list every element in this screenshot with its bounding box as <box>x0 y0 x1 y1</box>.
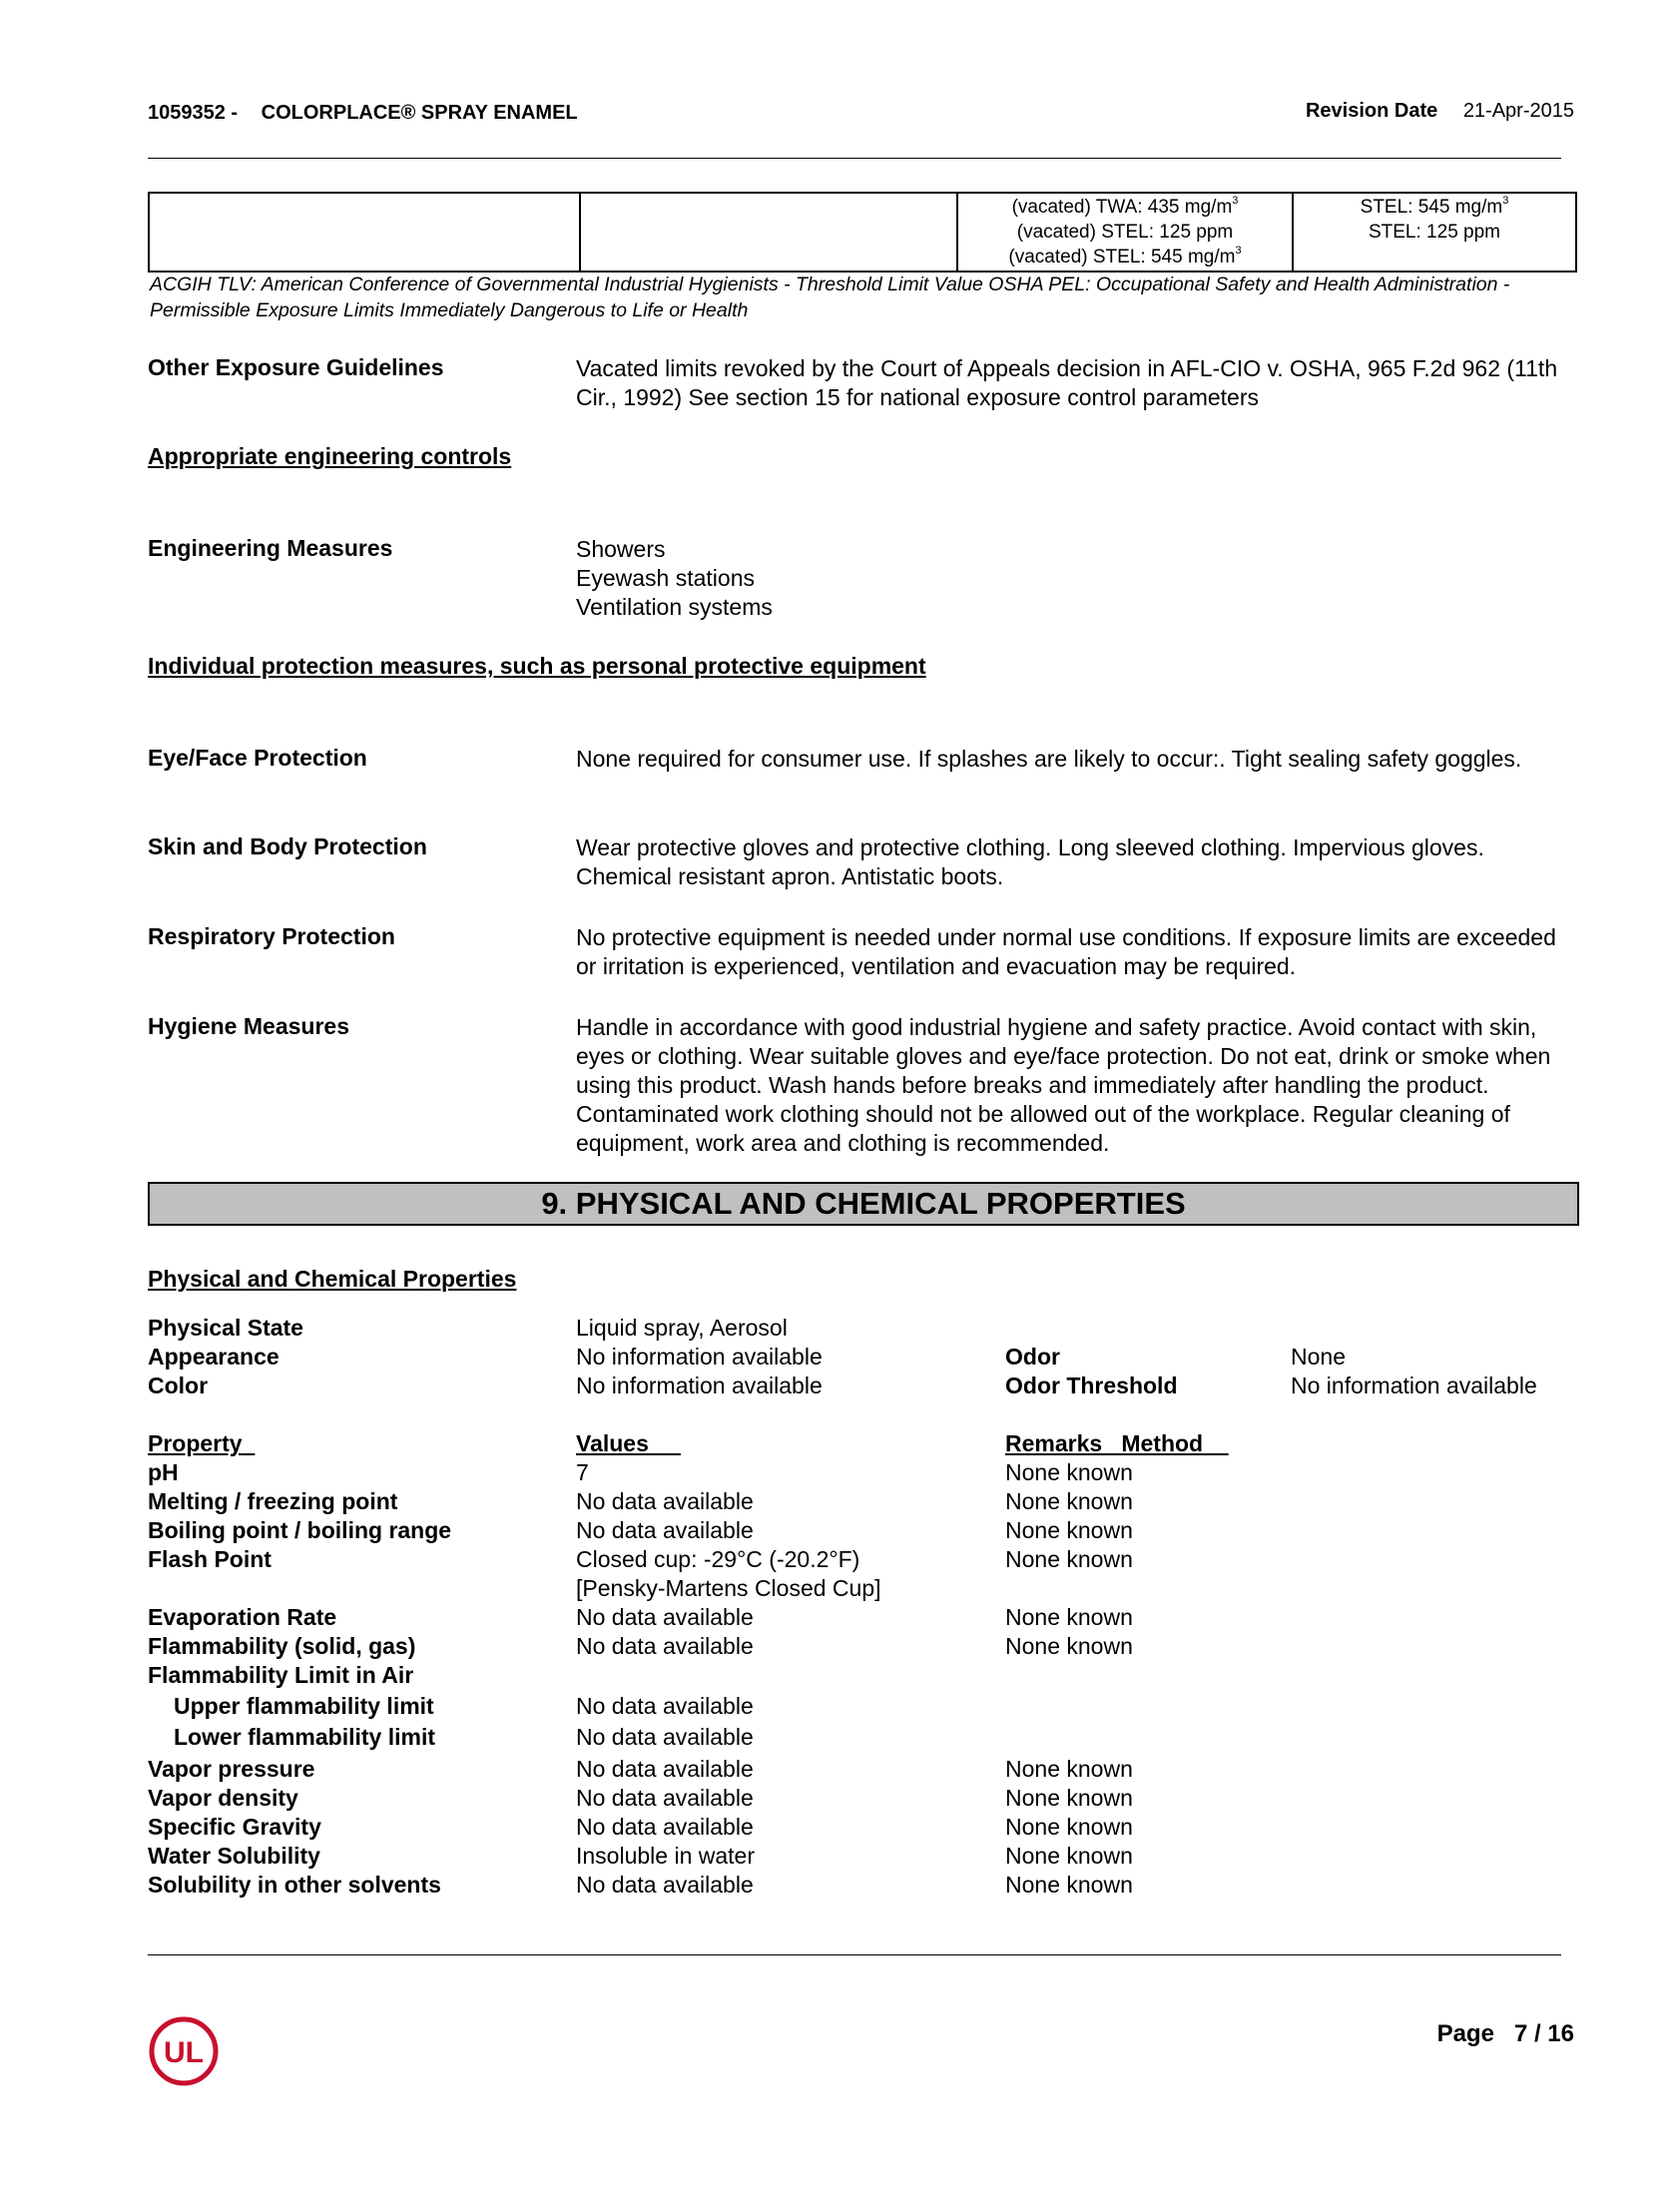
section-9-banner: 9. PHYSICAL AND CHEMICAL PROPERTIES <box>148 1182 1579 1226</box>
table-cell-stel-limits <box>1293 193 1576 272</box>
table-footnote: ACGIH TLV: American Conference of Governmental Industrial Hygienists - Threshold Limit Value OSHA PEL: Occupational Safety and Health Administration - Permissible Exposure Limits Immediately Dangerous to Life or Health <box>150 274 1510 321</box>
hygiene-measures-label: Hygiene Measures <box>148 1013 349 1039</box>
table-row <box>149 193 1576 272</box>
odor-label: Odor <box>1005 1344 1060 1370</box>
property-value: Closed cup: -29°C (-20.2°F) <box>576 1546 860 1572</box>
property-remark: None known <box>1005 1633 1133 1659</box>
physical-state-label: Physical State <box>148 1315 303 1341</box>
page-label: Page <box>1436 2020 1494 2047</box>
hygiene-measures-text: Handle in accordance with good industrial hygiene and safety practice. Avoid contact with skin, eyes or clothing. Wear suitable gloves and eye/face protection. Do not eat, drink or smoke when using this product. Wash hands before breaks and immediately after handling the product. Contaminated work clothing should not be allowed out of the workplace. Regular cleaning of equipment, work area and clothing is recommended. <box>576 1014 1551 1156</box>
property-column-header: Property <box>148 1430 243 1456</box>
property-remark: None known <box>1005 1488 1133 1514</box>
property-remark: None known <box>1005 1459 1133 1485</box>
respiratory-protection-text: No protective equipment is needed under normal use conditions. If exposure limits are exceeded or irritation is experienced, ventilation and evacuation may be required. <box>576 924 1556 979</box>
property-name: pH <box>148 1459 179 1485</box>
odor-threshold-label: Odor Threshold <box>1005 1372 1178 1398</box>
appearance-value: No information available <box>576 1344 823 1370</box>
table-line: (vacated) TWA: 435 $mg/m^3$ <box>1011 195 1239 218</box>
property-value: No data available <box>576 1488 754 1514</box>
property-value: No data available <box>576 1872 754 1898</box>
eye-protection-label: Eye/Face Protection <box>148 745 367 771</box>
document-header-product <box>148 102 578 125</box>
engineering-controls-heading: Appropriate engineering controls <box>148 443 512 469</box>
property-value: No data available <box>576 1517 754 1543</box>
property-name: Water Solubility <box>148 1843 320 1869</box>
table-cell-vacated-limits <box>957 193 1293 272</box>
property-value: No data available <box>576 1604 754 1630</box>
values-column-header: Values <box>576 1430 649 1456</box>
property-value: 7 <box>576 1459 589 1485</box>
property-value: No data available <box>576 1814 754 1840</box>
property-name: Specific Gravity <box>148 1814 321 1840</box>
svg-text:UL: UL <box>164 2036 204 2069</box>
property-remark: None known <box>1005 1785 1133 1811</box>
ul-logo-icon <box>148 2015 220 2087</box>
physical-properties-heading: Physical and Chemical Properties <box>148 1266 517 1292</box>
table-cell-empty-1 <box>149 193 580 272</box>
property-name: Solubility in other solvents <box>148 1872 441 1898</box>
color-label: Color <box>148 1372 209 1398</box>
property-name: Upper flammability limit <box>174 1693 434 1719</box>
property-value: No data available <box>576 1693 754 1719</box>
skin-protection-label: Skin and Body Protection <box>148 833 427 859</box>
property-remark: None known <box>1005 1756 1133 1782</box>
property-remark: None known <box>1005 1814 1133 1840</box>
table-cell-empty-2 <box>580 193 957 272</box>
color-value: No information available <box>576 1372 823 1398</box>
property-name: Lower flammability limit <box>174 1724 435 1750</box>
table-line: STEL: 545 $mg/m^3$ <box>1360 195 1509 218</box>
other-exposure-label: Other Exposure Guidelines <box>148 354 444 380</box>
list-item: Ventilation systems <box>576 594 773 620</box>
page-number <box>1437 2020 1574 2048</box>
exposure-limits-table <box>148 192 1577 273</box>
physical-state-value: Liquid spray, Aerosol <box>576 1315 788 1341</box>
property-name: Vapor density <box>148 1785 298 1811</box>
property-name: Flammability (solid, gas) <box>148 1633 416 1659</box>
other-exposure-text: Vacated limits revoked by the Court of Appeals decision in AFL-CIO v. OSHA, 965 F.2d 962 (11th Cir., 1992) See section 15 for national exposure control parameters <box>576 355 1558 410</box>
product-name: COLORPLACE® SPRAY ENAMEL <box>261 102 578 124</box>
ppe-heading: Individual protection measures, such as personal protective equipment <box>148 653 926 679</box>
odor-threshold-value: No information available <box>1291 1372 1537 1398</box>
property-name: Flash Point <box>148 1546 272 1572</box>
property-value: No data available <box>576 1785 754 1811</box>
appearance-label: Appearance <box>148 1344 280 1370</box>
table-line: STEL: 125 ppm <box>1368 222 1501 243</box>
skin-protection-text: Wear protective gloves and protective clothing. Long sleeved clothing. Impervious gloves. Chemical resistant apron. Antistatic boots. <box>576 834 1484 889</box>
eye-protection-text: None required for consumer use. If splashes are likely to occur:. Tight sealing safety goggles. <box>576 746 1522 772</box>
engineering-measures-label: Engineering Measures <box>148 535 393 561</box>
property-value: No data available <box>576 1633 754 1659</box>
document-code: 1059352 - <box>148 102 239 124</box>
property-value: No data available <box>576 1756 754 1782</box>
property-remark: None known <box>1005 1872 1133 1898</box>
property-value: Insoluble in water <box>576 1843 755 1869</box>
page-count: 7 / 16 <box>1513 2020 1574 2047</box>
property-name: Boiling point / boiling range <box>148 1517 452 1543</box>
revision-date: 21-Apr-2015 <box>1462 100 1574 122</box>
property-remark: None known <box>1005 1843 1133 1869</box>
revision-date-label: Revision Date <box>1305 100 1438 122</box>
odor-value: None <box>1291 1344 1346 1370</box>
property-value: No data available <box>576 1724 754 1750</box>
table-line: (vacated) STEL: 125 ppm <box>1016 222 1234 243</box>
property-value-method: [Pensky-Martens Closed Cup] <box>576 1575 881 1601</box>
respiratory-protection-label: Respiratory Protection <box>148 923 395 949</box>
list-item: Eyewash stations <box>576 565 755 591</box>
property-remark: None known <box>1005 1546 1133 1572</box>
footer-divider <box>148 1954 1561 1955</box>
list-item: Showers <box>576 536 666 562</box>
property-remark: None known <box>1005 1517 1133 1543</box>
engineering-measures-list <box>576 535 1564 622</box>
property-remark: None known <box>1005 1604 1133 1630</box>
header-divider <box>148 158 1561 159</box>
revision-info <box>1306 100 1574 123</box>
remarks-column-header: Remarks Method <box>1005 1430 1204 1456</box>
property-name: Vapor pressure <box>148 1756 315 1782</box>
table-line: (vacated) STEL: 545 $mg/m^3$ <box>1008 245 1242 268</box>
property-name: Flammability Limit in Air <box>148 1662 414 1688</box>
property-name: Melting / freezing point <box>148 1488 398 1514</box>
property-name: Evaporation Rate <box>148 1604 337 1630</box>
